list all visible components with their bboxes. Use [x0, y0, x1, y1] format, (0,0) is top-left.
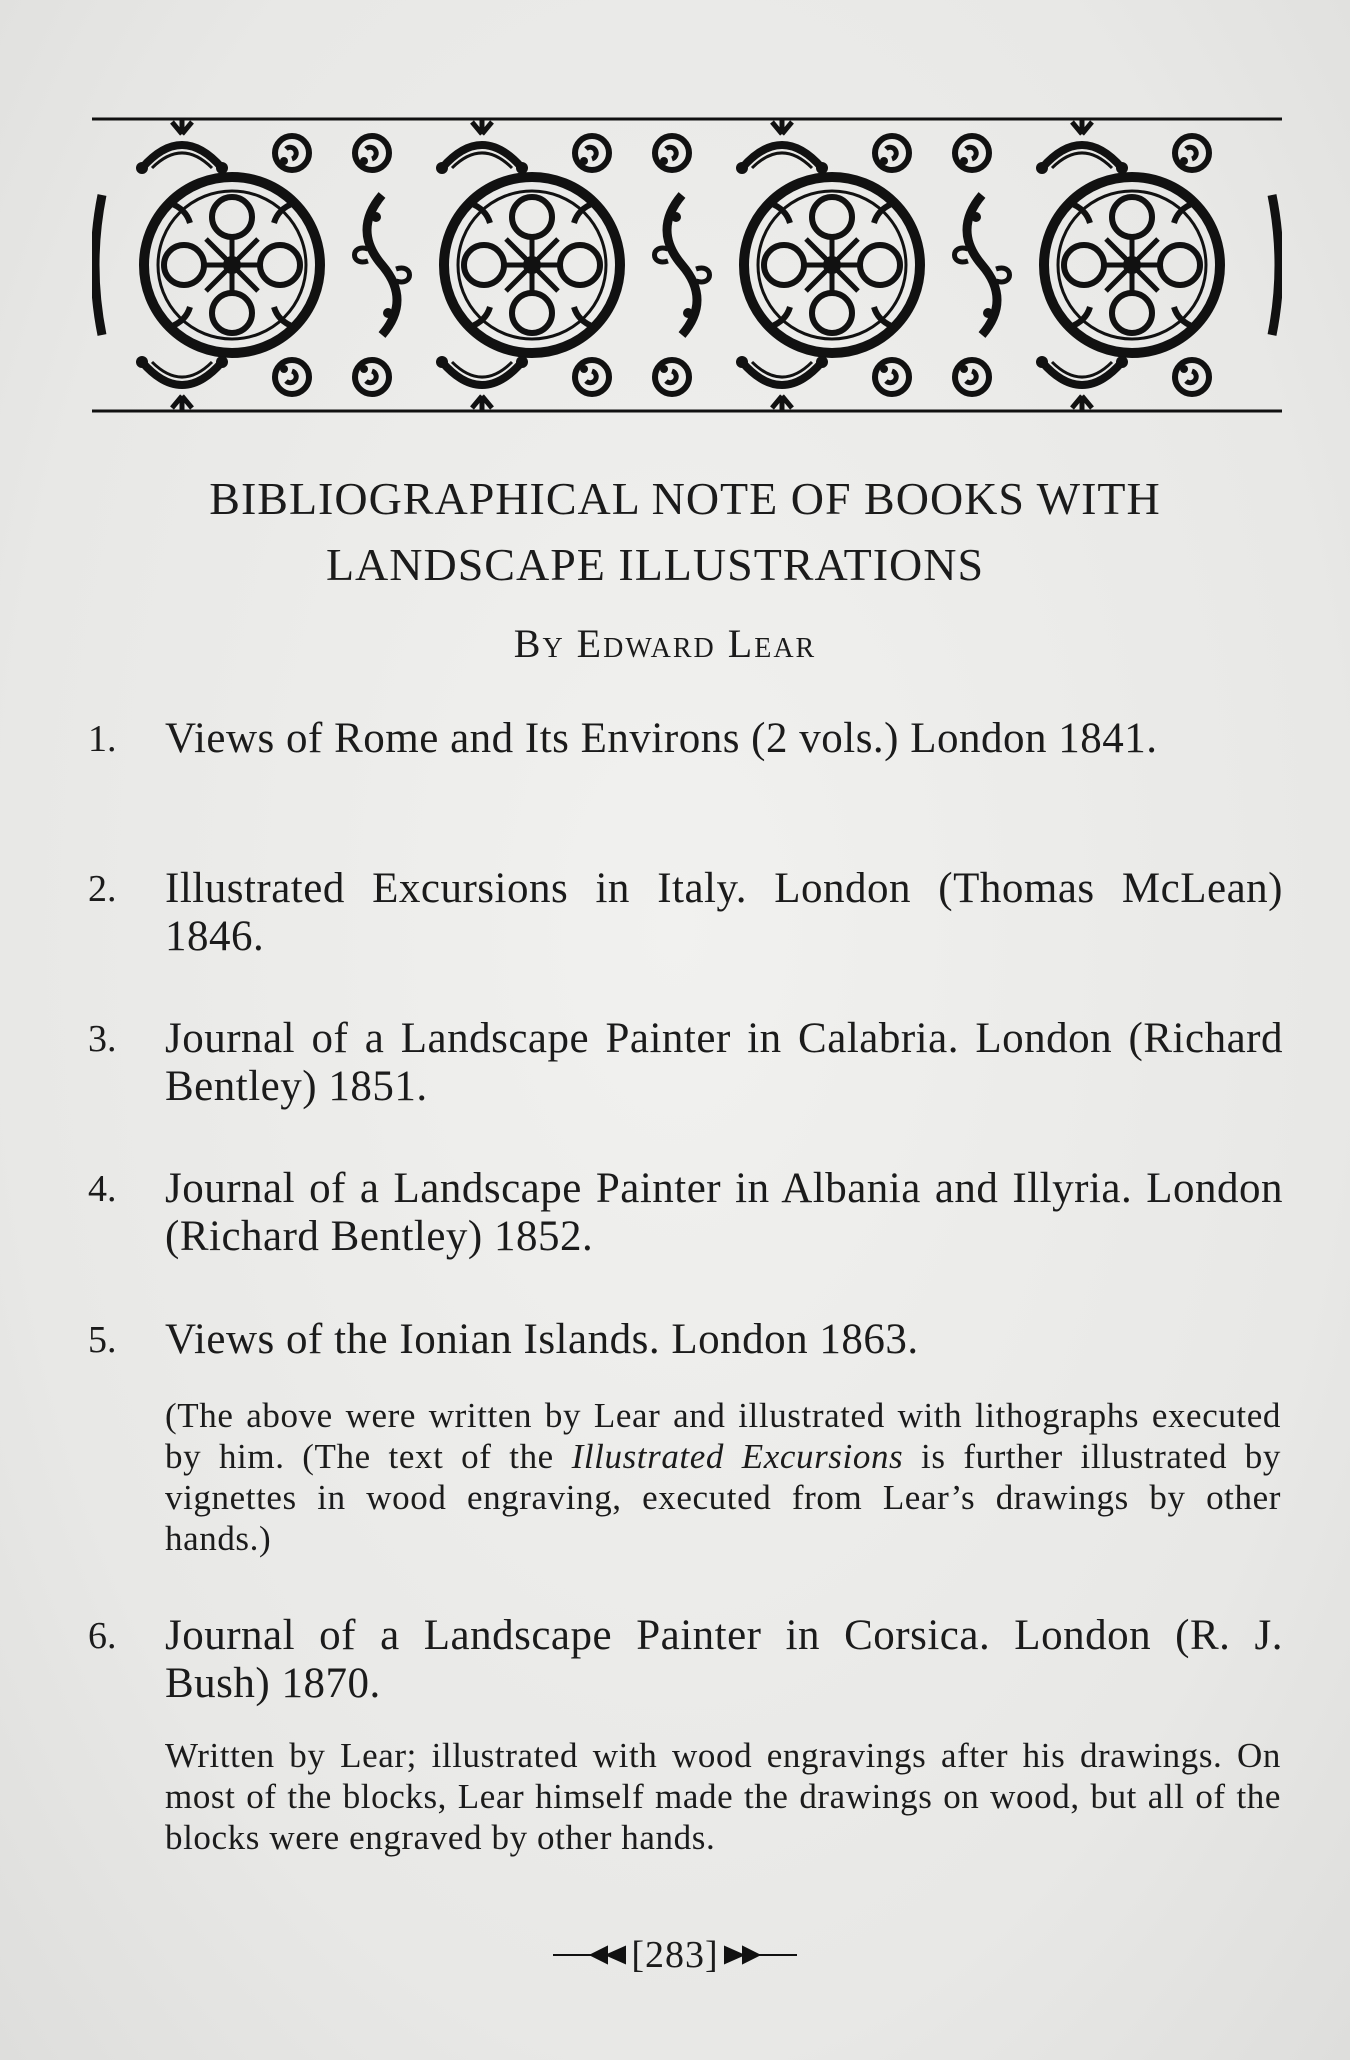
- decorative-headpiece-ornament: [92, 115, 1282, 415]
- entry-text: Views of Rome and Its Environs (2 vols.) London 1841.: [165, 715, 1158, 762]
- entry-number: 5.: [88, 1319, 117, 1361]
- note-text: (The above were written by Lear and illustrated with lithographs executed by him. (The text of the: [165, 1396, 1281, 1476]
- entry-text: Views of the Ionian Islands. London 1863.: [165, 1316, 919, 1363]
- page-number: [283]: [631, 1934, 719, 1977]
- note-italic-title: Illustrated Excursions: [571, 1437, 904, 1476]
- entry-text: Illustrated Excursions in Italy. London (Thomas McLean) 1846.: [165, 865, 1283, 960]
- folio-right-ornament-icon: [723, 1945, 799, 1965]
- entry-text: Journal of a Landscape Painter in Calabria. London (Richard Bentley) 1851.: [165, 1015, 1283, 1110]
- author-byline: By Edward Lear: [513, 621, 817, 666]
- entry-text: Journal of a Landscape Painter in Corsica. London (R. J. Bush) 1870.: [165, 1612, 1283, 1707]
- page-title-line-1: BIBLIOGRAPHICAL NOTE OF BOOKS WITH: [209, 473, 1161, 524]
- folio-left-ornament-icon: [551, 1945, 627, 1965]
- entry-number: 2.: [88, 868, 117, 910]
- entry-6-note: Written by Lear; illustrated with wood engravings after his drawings. On most of the blocks, Lear himself made the drawings on wood, but all of the blocks were engraved by other hands.: [165, 1736, 1281, 1857]
- entry-number: 4.: [88, 1168, 117, 1210]
- entry-text: Journal of a Landscape Painter in Albania and Illyria. London (Richard Bentley) 1852.: [165, 1165, 1283, 1260]
- note-text: is further illustrated by vignettes in wood engraving, executed from Lear’s drawings by other hands.): [165, 1437, 1282, 1558]
- page-title-line-2: LANDSCAPE ILLUSTRATIONS: [325, 539, 985, 590]
- entry-5-note: [165, 1395, 1281, 1559]
- entry-number: 1.: [88, 718, 117, 760]
- entry-number: 3.: [88, 1018, 117, 1060]
- entry-number: 6.: [88, 1615, 117, 1657]
- page-number-folio: [0, 1930, 1350, 1977]
